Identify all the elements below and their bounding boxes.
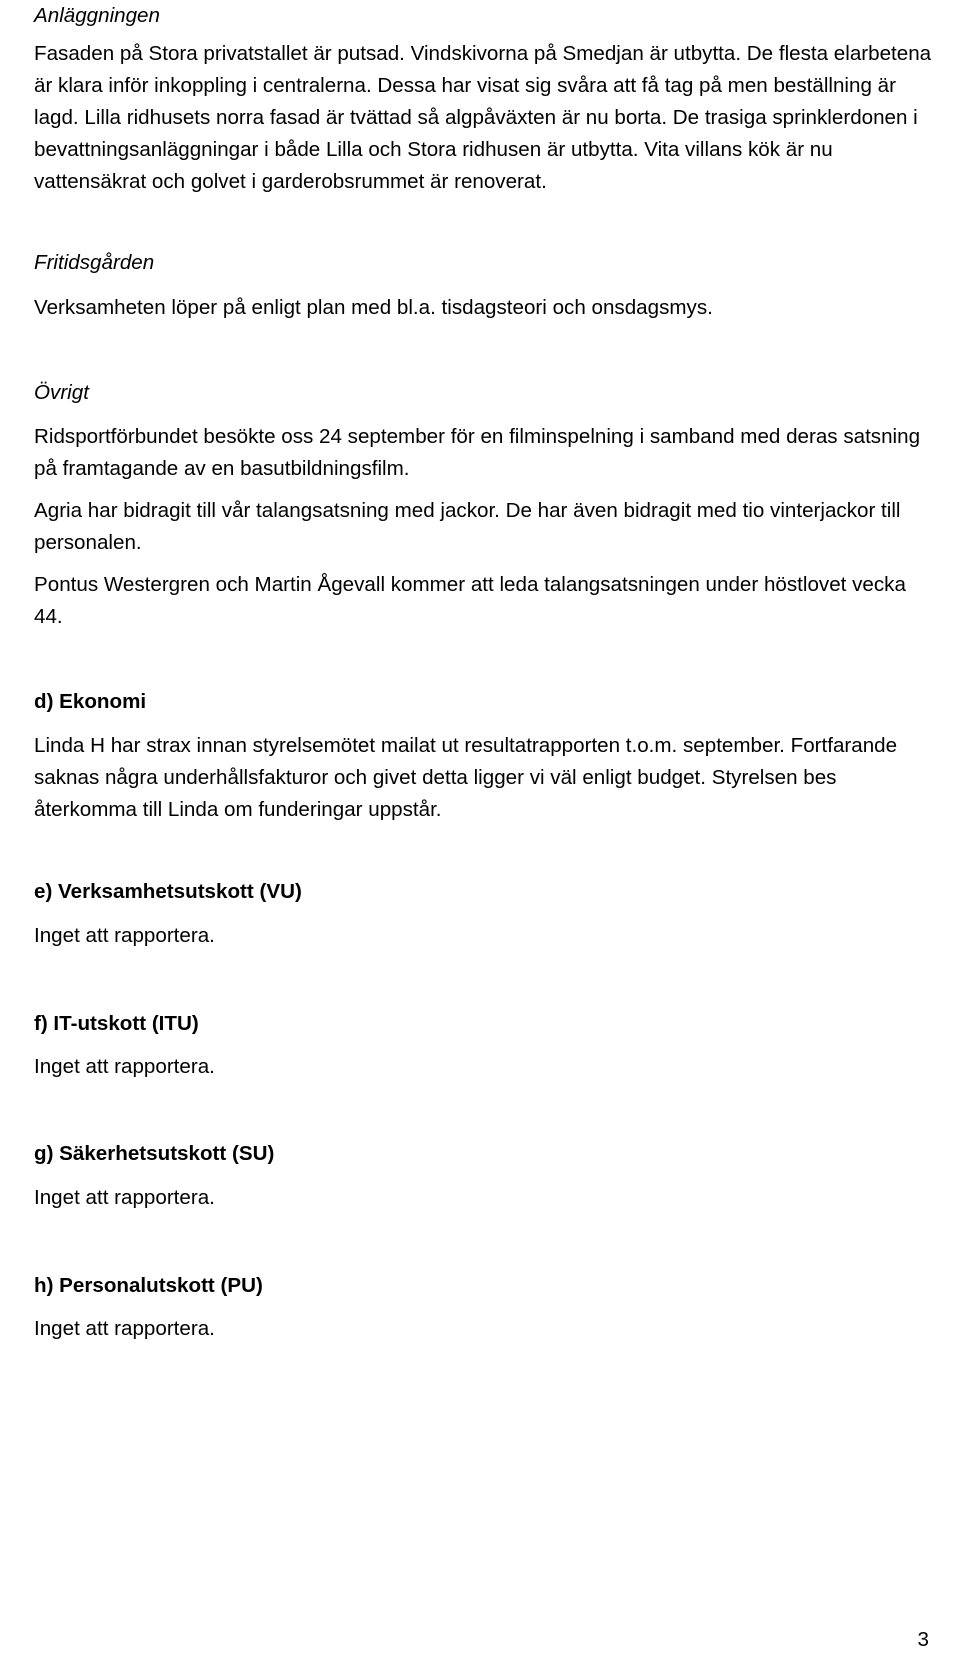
section-ekonomi bbox=[34, 686, 934, 718]
section-ovrigt-paragraph-3 bbox=[34, 569, 934, 633]
section-itu bbox=[34, 1008, 934, 1040]
paragraph-ovrigt-1: Ridsportförbundet besökte oss 24 september för en filminspelning i samband med deras satsning på framtagande av en basutbildningsfilm. bbox=[34, 425, 921, 480]
paragraph-pu: Inget att rapportera. bbox=[34, 1317, 215, 1340]
paragraph-anlaggningen: Fasaden på Stora privatstallet är putsad. Vindskivorna på Smedjan är utbytta. De flesta elarbetena är klara inför inkoppling i centralerna. Dessa har visat sig svåra att få tag på men beställning är lagd. Lilla ridhusets norra fasad är tvättad så algpåväxten är nu borta. De trasiga sprinklerdonen i bevattningsanläggningar i både Lilla och Stora ridhusen är utbytta. Vita villans kök är nu vattensäkrat och golvet i garderobsrummet är renoverat. bbox=[34, 42, 932, 193]
section-pu bbox=[34, 1270, 934, 1302]
paragraph-ovrigt-2: Agria har bidragit till vår talangsatsning med jackor. De har även bidragit med tio vinterjackor till personalen. bbox=[34, 499, 901, 554]
section-heading-ekonomi: d) Ekonomi bbox=[34, 690, 147, 713]
section-heading-su: g) Säkerhetsutskott (SU) bbox=[34, 1142, 275, 1165]
section-ovrigt-paragraph-2 bbox=[34, 495, 934, 559]
section-heading-vu: e) Verksamhetsutskott (VU) bbox=[34, 880, 302, 903]
paragraph-itu: Inget att rapportera. bbox=[34, 1055, 215, 1078]
section-heading-fritidsgarden: Fritidsgården bbox=[34, 251, 155, 274]
section-vu bbox=[34, 876, 934, 908]
section-heading-ovrigt: Övrigt bbox=[34, 381, 89, 404]
paragraph-fritidsgarden: Verksamheten löper på enligt plan med bl.a. tisdagsteori och onsdagsmys. bbox=[34, 296, 713, 319]
section-su-body bbox=[34, 1182, 934, 1214]
section-ovrigt bbox=[34, 377, 934, 409]
section-pu-body bbox=[34, 1313, 934, 1345]
section-heading-itu: f) IT-utskott (ITU) bbox=[34, 1012, 199, 1035]
page-number: 3 bbox=[917, 1628, 929, 1651]
section-vu-body bbox=[34, 920, 934, 952]
section-su bbox=[34, 1138, 934, 1170]
section-heading-anlaggningen: Anläggningen bbox=[34, 4, 160, 27]
section-fritidsgarden bbox=[34, 247, 934, 279]
paragraph-vu: Inget att rapportera. bbox=[34, 924, 215, 947]
section-anlaggningen bbox=[34, 0, 934, 32]
paragraph-ekonomi: Linda H har strax innan styrelsemötet mailat ut resultatrapporten t.o.m. september. Fortfarande saknas några underhållsfakturor och givet detta ligger vi väl enligt budget. Styrelsen bes återkomma till Linda om funderingar uppstår. bbox=[34, 734, 898, 821]
section-itu-body bbox=[34, 1051, 934, 1083]
section-ovrigt-paragraph-1 bbox=[34, 421, 934, 485]
section-heading-pu: h) Personalutskott (PU) bbox=[34, 1274, 263, 1297]
section-ekonomi-body bbox=[34, 730, 934, 826]
paragraph-su: Inget att rapportera. bbox=[34, 1186, 215, 1209]
section-fritidsgarden-body bbox=[34, 292, 934, 324]
section-anlaggningen-body bbox=[34, 38, 934, 198]
paragraph-ovrigt-3: Pontus Westergren och Martin Ågevall kommer att leda talangsatsningen under höstlovet vecka 44. bbox=[34, 573, 906, 628]
